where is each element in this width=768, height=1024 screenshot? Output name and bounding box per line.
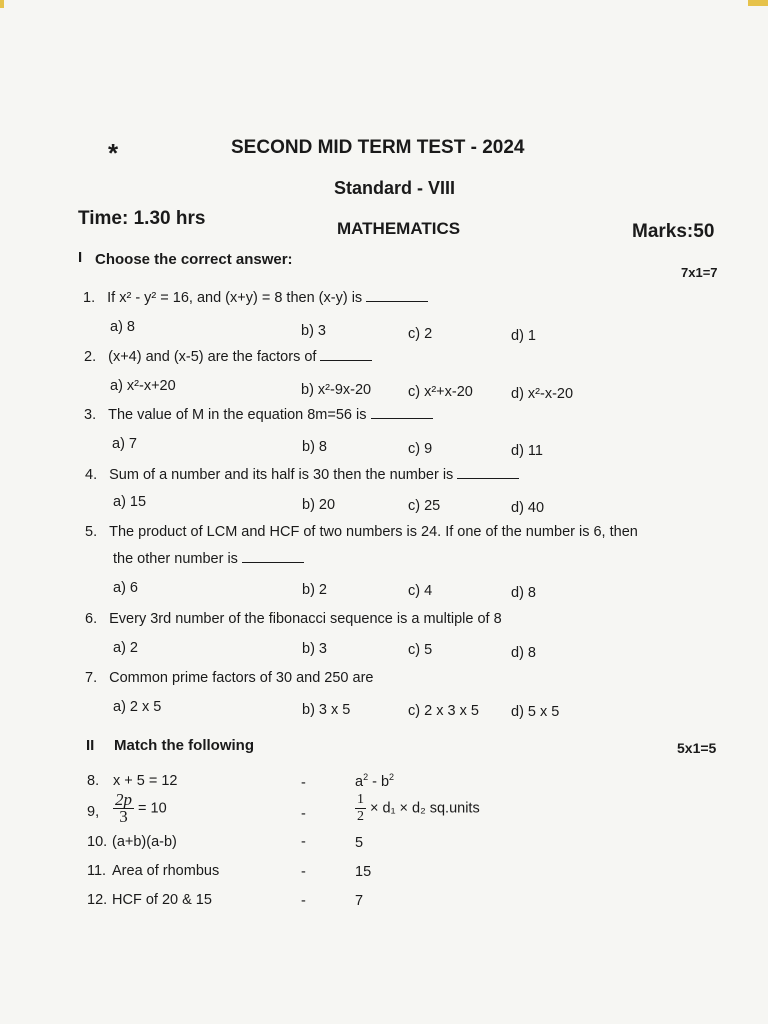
question-7 — [85, 670, 373, 686]
answer-blank — [320, 360, 372, 361]
option: a) 6 — [113, 580, 138, 596]
option: d) x²-x-20 — [511, 386, 574, 402]
match-row-number: 8. — [87, 773, 100, 789]
option: b) 3 x 5 — [302, 702, 351, 718]
question-number: 3. — [84, 407, 97, 423]
match-dash: - — [301, 864, 306, 880]
subject-label: MATHEMATICS — [337, 219, 461, 238]
question-number: 6. — [85, 611, 98, 627]
option: b) 2 — [302, 582, 327, 598]
match-left: (a+b)(a-b) — [112, 834, 177, 850]
option: b) x²-9x-20 — [301, 382, 372, 398]
option: a) 15 — [113, 494, 147, 510]
standard-label: Standard - VIII — [334, 178, 456, 198]
match-left: x + 5 = 12 — [113, 773, 178, 789]
section2-numeral: II — [86, 737, 95, 754]
question-number: 4. — [85, 467, 98, 483]
time-label: Time: 1.30 hrs — [78, 208, 206, 229]
section1-score: 7x1=7 — [681, 265, 718, 280]
corner-mark — [0, 0, 4, 8]
option: a) 8 — [110, 319, 135, 335]
corner-mark — [748, 0, 768, 6]
option: a) 2 x 5 — [113, 699, 162, 715]
option: c) 2 — [408, 326, 433, 342]
section2-score: 5x1=5 — [677, 740, 717, 756]
option: c) x²+x-20 — [408, 384, 473, 400]
option: a) x²-x+20 — [110, 378, 176, 394]
question-number: 1. — [83, 290, 96, 306]
option: c) 4 — [408, 583, 433, 599]
question-text: The product of LCM and HCF of two numbers is 24. If one of the number is 6, then — [109, 524, 638, 540]
match-dash: - — [301, 834, 306, 850]
option: b) 20 — [302, 497, 336, 513]
match-right: 15 — [355, 864, 372, 880]
question-text: (x+4) and (x-5) are the factors of — [108, 349, 317, 365]
formula-tail: × d₁ × d₂ sq.units — [370, 800, 480, 817]
option: b) 3 — [302, 641, 327, 657]
option: d) 8 — [511, 585, 536, 601]
match-left: HCF of 20 & 15 — [112, 892, 212, 908]
match-row-number: 11. — [87, 863, 107, 879]
question-6 — [85, 611, 502, 627]
match-dash: - — [301, 775, 306, 791]
question-4 — [85, 467, 519, 483]
answer-blank — [457, 478, 519, 479]
section1-heading: Choose the correct answer: — [95, 251, 293, 268]
answer-blank — [371, 418, 433, 419]
question-text: If x² - y² = 16, and (x+y) = 8 then (x-y) is — [107, 290, 363, 306]
match-left-fraction — [113, 792, 167, 825]
fraction-numerator: 2p — [115, 790, 132, 809]
answer-blank — [366, 301, 428, 302]
star-mark: * — [108, 138, 119, 168]
option: c) 25 — [408, 498, 441, 514]
match-right: 7 — [355, 893, 364, 909]
option: d) 11 — [511, 443, 543, 459]
question-number: 2. — [84, 349, 97, 365]
match-row-number: 10. — [87, 834, 108, 850]
question-5 — [85, 524, 638, 540]
answer-blank — [242, 562, 304, 563]
match-row-number: 12. — [87, 892, 108, 908]
match-left: Area of rhombus — [112, 863, 220, 879]
question-1 — [83, 290, 428, 306]
option: b) 8 — [302, 439, 327, 455]
option: d) 5 x 5 — [511, 704, 560, 720]
option: a) 2 — [113, 640, 138, 656]
fraction-denominator: 2 — [357, 809, 364, 824]
question-number: 5. — [85, 524, 98, 540]
marks-label: Marks:50 — [632, 221, 715, 242]
question-text: the other number is — [113, 551, 238, 567]
option: c) 5 — [408, 642, 433, 658]
option: a) 7 — [112, 436, 137, 452]
match-right: $a^2 - b^2$ — [355, 772, 395, 790]
question-5-continuation — [113, 551, 304, 567]
option: b) 3 — [301, 323, 326, 339]
equation-tail: = 10 — [138, 800, 167, 817]
fraction-denominator: 3 — [119, 807, 128, 826]
question-2 — [84, 349, 372, 365]
match-row-number: 9, — [87, 804, 100, 820]
option: d) 40 — [511, 500, 545, 516]
option: c) 2 x 3 x 5 — [408, 703, 479, 719]
option: d) 1 — [511, 328, 536, 344]
section2-heading: Match the following — [114, 737, 254, 754]
question-number: 7. — [85, 670, 98, 686]
section1-numeral: I — [78, 249, 83, 266]
exam-title: SECOND MID TERM TEST - 2024 — [231, 137, 525, 158]
question-text: Sum of a number and its half is 30 then the number is — [109, 467, 454, 483]
question-text: The value of M in the equation 8m=56 is — [108, 407, 367, 423]
question-3 — [84, 407, 433, 423]
fraction-numerator: 1 — [357, 792, 364, 807]
option: d) 8 — [511, 645, 536, 661]
match-dash: - — [301, 893, 306, 909]
match-right-fraction — [355, 792, 480, 825]
match-right: 5 — [355, 835, 364, 851]
question-text: Every 3rd number of the fibonacci sequence is a multiple of 8 — [109, 611, 502, 627]
question-text: Common prime factors of 30 and 250 are — [109, 670, 374, 686]
match-dash: - — [301, 806, 306, 822]
option: c) 9 — [408, 441, 433, 457]
